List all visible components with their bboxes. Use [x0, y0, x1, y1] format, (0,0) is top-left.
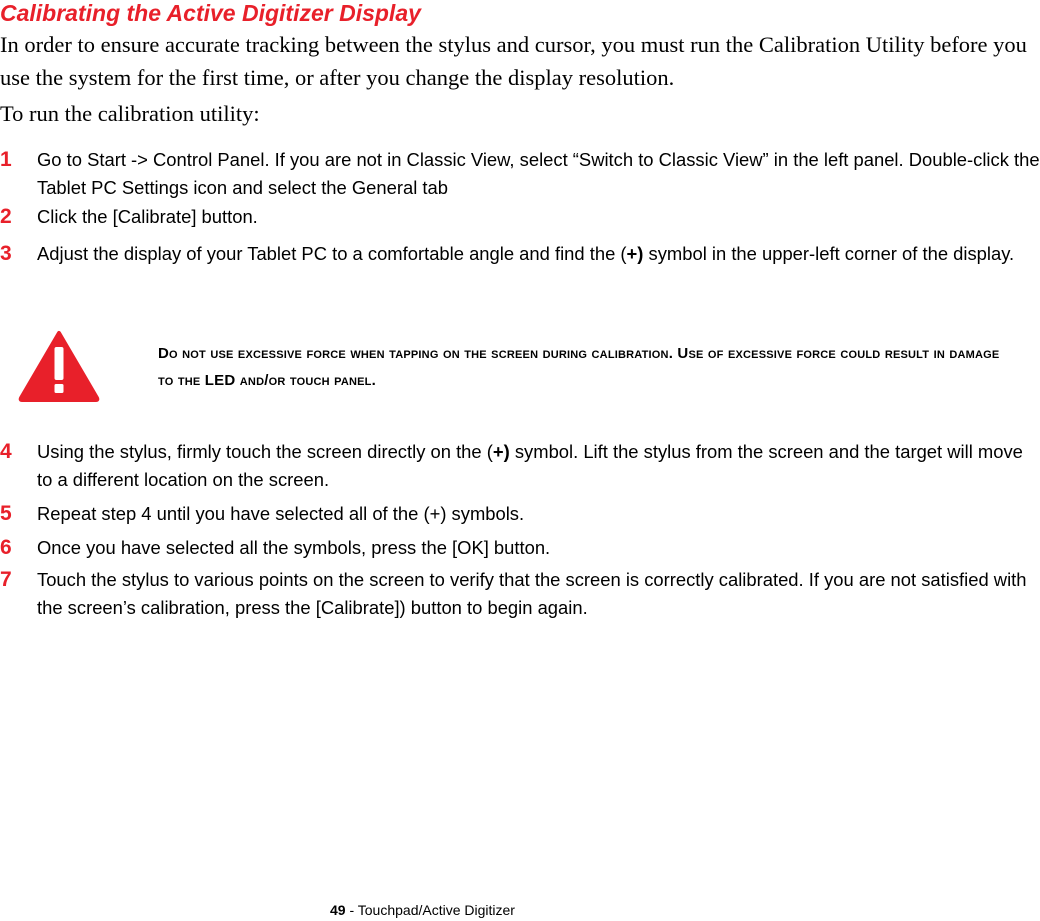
step-item: [0, 146, 1040, 202]
step-text-part: symbol in the upper-left corner of the display.: [643, 243, 1015, 264]
step-item: [0, 438, 1040, 494]
plus-symbol-text: +): [492, 441, 510, 462]
section-name: - Touchpad/Active Digitizer: [345, 902, 515, 918]
step-number: 4: [0, 440, 12, 463]
step-item: [0, 203, 1040, 231]
step-text-part: symbol. Lift the stylus from the screen and the target will move to a different location on the screen.: [37, 441, 1023, 490]
step-text: [37, 240, 1040, 268]
step-text: Repeat step 4 until you have selected all of the (+) symbols.: [37, 503, 525, 524]
step-text: Once you have selected all the symbols, press the [OK] button.: [37, 537, 551, 558]
step-number: 7: [0, 568, 12, 591]
step-item: [0, 534, 1040, 562]
step-text: Touch the stylus to various points on the screen to verify that the screen is correctly calibrated. If you are not satisfied with the screen’s calibration, press the [Calibrate]) button to begin again.: [37, 569, 1027, 618]
step-text: Go to Start -> Control Panel. If you are not in Classic View, select “Switch to Classic View” in the left panel. Double-click the Tablet PC Settings icon and select the General tab: [37, 149, 1040, 198]
step-text-part: Using the stylus, firmly touch the screen directly on the (: [37, 441, 493, 462]
step-item: [0, 500, 1040, 528]
step-number: 5: [0, 502, 12, 525]
step-text: Click the [Calibrate] button.: [37, 206, 258, 227]
page-footer: [330, 901, 515, 919]
caution-note: Do not use excessive force when tapping on the screen during calibration. Use of excessive force could result in damage to the LED and/or touch panel.: [158, 345, 1000, 389]
step-number: 3: [0, 242, 12, 265]
lead-paragraph: To run the calibration utility:: [0, 101, 260, 126]
page-number: 49: [330, 902, 346, 918]
step-number: 2: [0, 205, 12, 228]
plus-symbol-text: +): [626, 243, 644, 264]
step-number: 1: [0, 148, 12, 171]
step-text: [37, 438, 1040, 494]
warning-triangle-icon: [18, 330, 100, 402]
step-item: [0, 566, 1040, 622]
page-heading: Calibrating the Active Digitizer Display: [0, 0, 421, 26]
step-text-part: Adjust the display of your Tablet PC to a comfortable angle and find the (: [37, 243, 627, 264]
intro-paragraph: In order to ensure accurate tracking between the stylus and cursor, you must run the Calibration Utility before you use the system for the first time, or after you change the display resolution.: [0, 32, 1027, 90]
step-number: 6: [0, 536, 12, 559]
step-item: [0, 240, 1040, 268]
